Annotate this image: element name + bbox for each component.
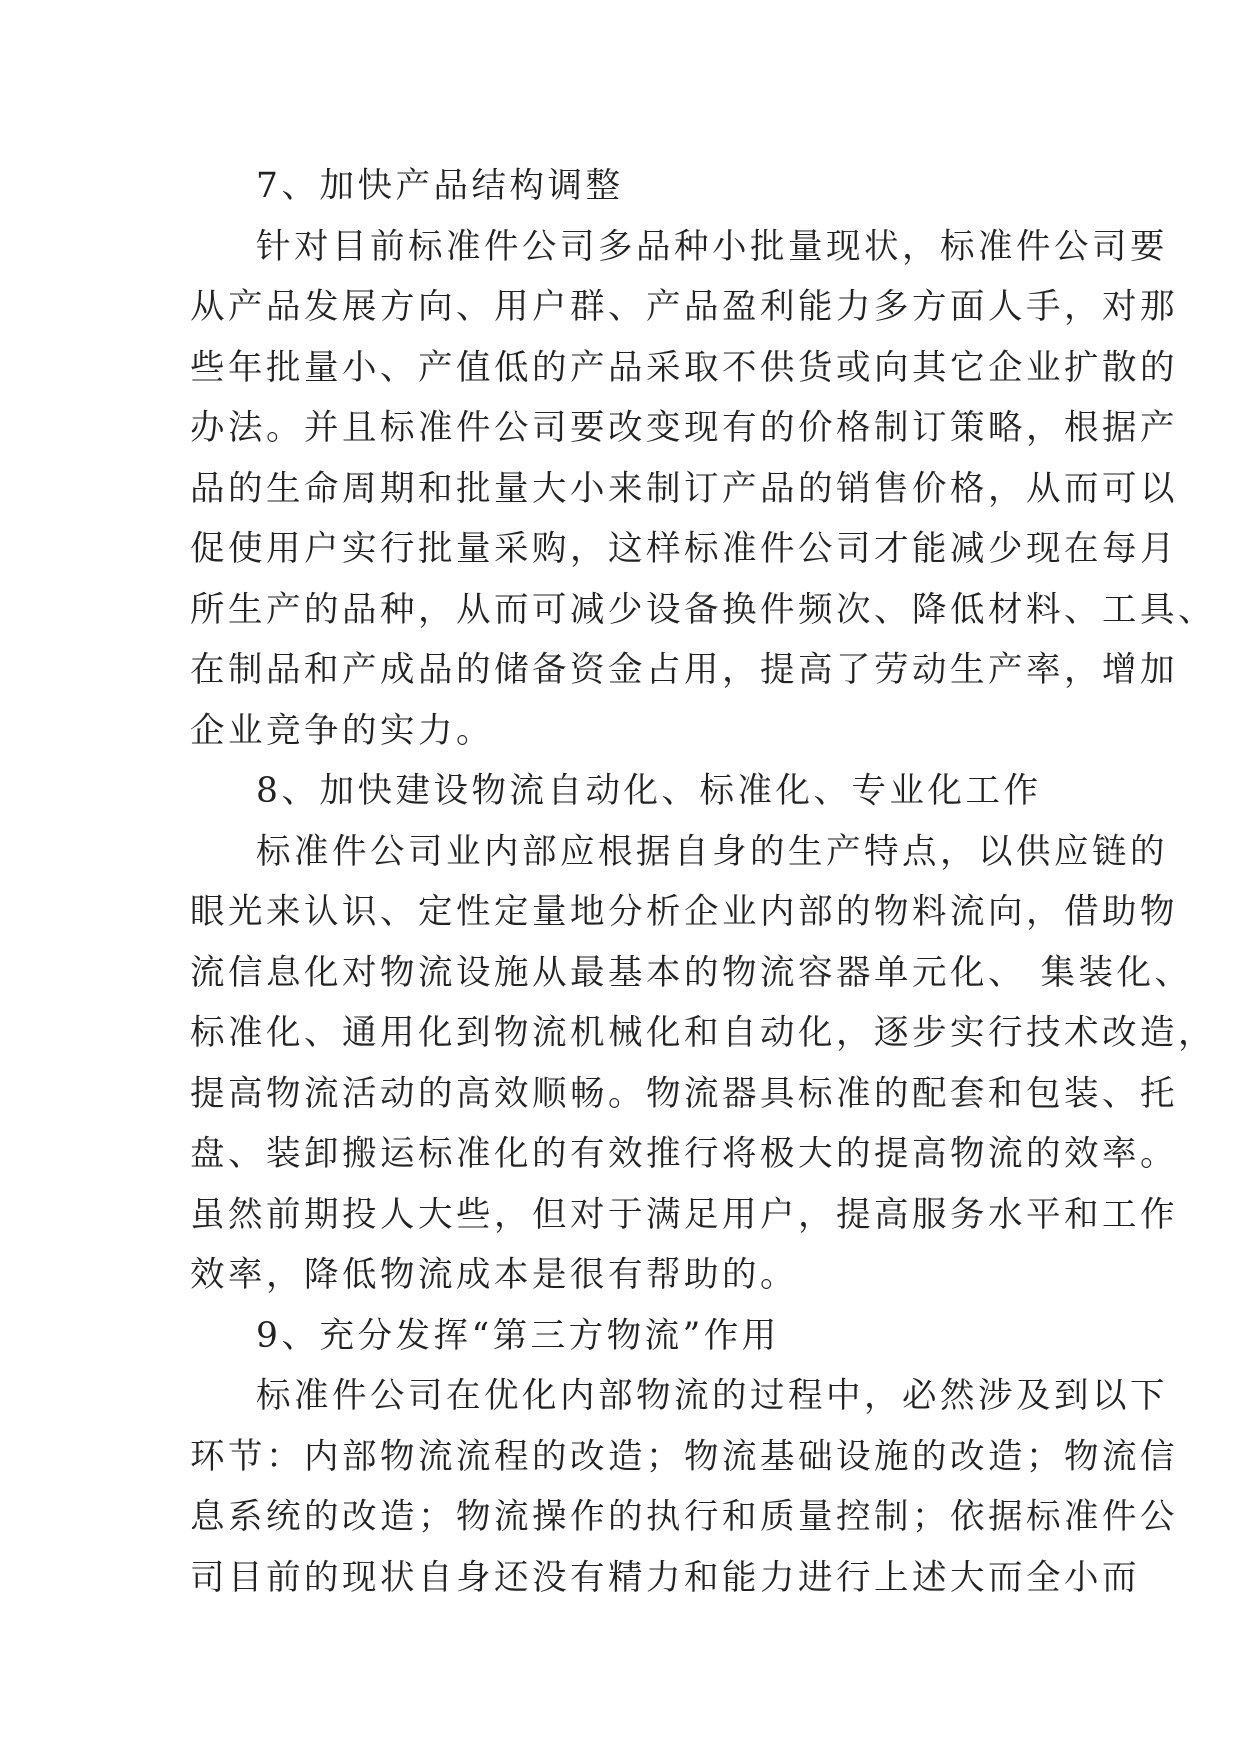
paragraph-line: 针对目前标准件公司多品种小批量现状，标准件公司要 xyxy=(256,226,1168,267)
paragraph-line: 企业竞争的实力。 xyxy=(190,710,494,751)
paragraph-line: 效率，降低物流成本是很有帮助的。 xyxy=(190,1255,798,1295)
paragraph-line: 促使用户实行批量采购，这样标准件公司才能减少现在每月 xyxy=(190,529,1178,569)
section-heading-8: 8、加快建设物流自动化、标准化、专业化工作 xyxy=(256,771,1042,811)
paragraph-line: 在制品和产成品的储备资金占用，提高了劳动生产率，增加 xyxy=(190,650,1178,690)
paragraph-line: 眼光来认识、定性定量地分析企业内部的物料流向，借助物 xyxy=(190,892,1178,932)
section-heading-7: 7、加快产品结构调整 xyxy=(256,166,624,206)
paragraph-line: 所生产的品种，从而可减少设备换件频次、降低材料、工具、 xyxy=(190,589,1216,630)
paragraph-line: 虽然前期投人大些，但对于满足用户，提高服务水平和工作 xyxy=(190,1194,1178,1235)
paragraph-line: 流信息化对物流设施从最基本的物流容器单元化、 集装化、 xyxy=(190,952,1193,993)
paragraph-line: 品的生命周期和批量大小来制订产品的销售价格，从而可以 xyxy=(190,468,1178,509)
document-body xyxy=(190,156,1216,1608)
paragraph-line: 标准化、通用化到物流机械化和自动化，逐步实行技术改造， xyxy=(190,1013,1216,1053)
paragraph-line: 司目前的现状自身还没有精力和能力进行上述大而全小而 xyxy=(190,1557,1140,1598)
section-heading-9: 9、充分发挥“第三方物流”作用 xyxy=(256,1315,780,1356)
paragraph-line: 标准件公司业内部应根据自身的生产特点，以供应链的 xyxy=(256,831,1168,872)
paragraph-line: 从产品发展方向、用户群、产品盈利能力多方面人手，对那 xyxy=(190,287,1178,327)
paragraph-line: 办法。并且标准件公司要改变现有的价格制订策略，根据产 xyxy=(190,408,1178,448)
paragraph-line: 盘、装卸搬运标准化的有效推行将极大的提高物流的效率。 xyxy=(190,1134,1178,1174)
paragraph-line: 标准件公司在优化内部物流的过程中，必然涉及到以下 xyxy=(256,1376,1168,1416)
paragraph-line: 提高物流活动的高效顺畅。物流器具标准的配套和包装、托 xyxy=(190,1073,1178,1114)
paragraph-line: 息系统的改造；物流操作的执行和质量控制；依据标准件公 xyxy=(190,1497,1178,1537)
paragraph-line: 环节：内部物流流程的改造；物流基础设施的改造；物流信 xyxy=(190,1436,1178,1477)
paragraph-line: 些年批量小、产值低的产品采取不供货或向其它企业扩散的 xyxy=(190,347,1178,388)
